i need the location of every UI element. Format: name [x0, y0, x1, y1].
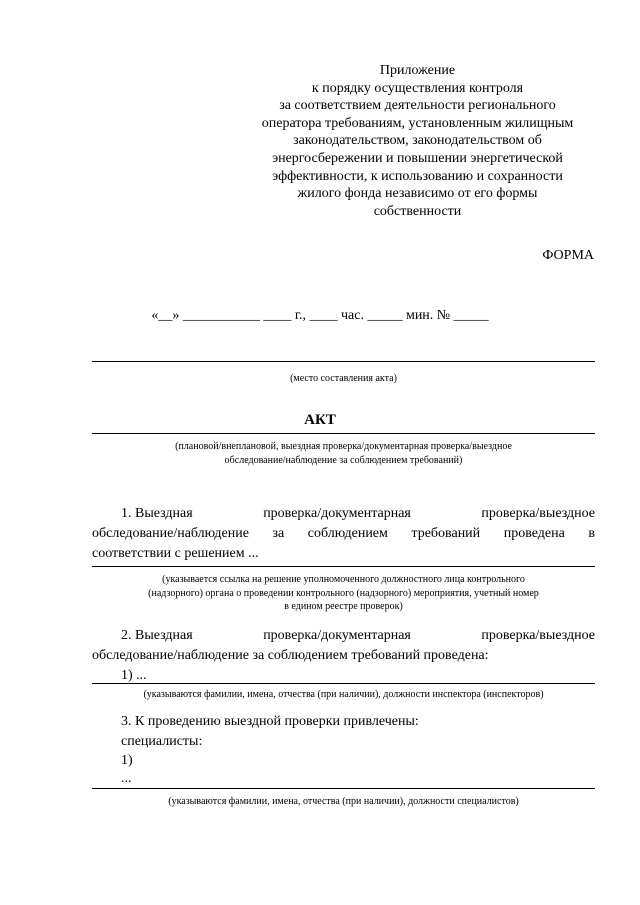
- word: проведена: [503, 526, 565, 541]
- word: в: [588, 526, 595, 541]
- word: проверка/выездное: [481, 506, 595, 521]
- word: за: [272, 526, 285, 541]
- appendix-header: [240, 62, 595, 220]
- appendix-line: энергосбережении и повышении энергетической: [272, 150, 563, 166]
- place-caption-text: (место составления акта): [290, 373, 397, 384]
- appendix-line: эффективности, к использованию и сохранности: [272, 168, 563, 184]
- section-2-caption: [92, 688, 595, 702]
- appendix-line: за соответствием деятельности регионального: [279, 98, 556, 114]
- word: 2. Выездная: [121, 628, 193, 643]
- section-1-line-3: соответствии с решением ...: [92, 546, 259, 561]
- word: проверка/выездное: [481, 628, 595, 643]
- act-caption: [92, 440, 595, 467]
- section-2-caption-text: (указываются фамилии, имена, отчества (при наличии), должности инспектора (инспекторов): [143, 689, 544, 700]
- section-3-line-4: ...: [121, 771, 132, 786]
- word: соблюдением: [307, 526, 388, 541]
- appendix-line: жилого фонда независимо от его формы: [297, 186, 538, 202]
- section-3-caption: [92, 795, 595, 809]
- act-title: АКТ: [304, 412, 336, 428]
- appendix-line: к порядку осуществления контроля: [311, 80, 524, 96]
- appendix-line: собственности: [373, 203, 462, 219]
- appendix-line: законодательством, законодательством об: [293, 133, 542, 149]
- section-2-line-3: 1) ...: [121, 668, 147, 683]
- appendix-line: Приложение: [379, 63, 456, 78]
- appendix-line: оператора требованиям, установленным жилищным: [261, 115, 574, 131]
- word: обследование/наблюдение: [92, 526, 249, 541]
- word: проверка/документарная: [263, 506, 411, 521]
- word: 1. Выездная: [121, 506, 193, 521]
- section-1-caption-line: в едином реестре проверок): [284, 601, 403, 613]
- section-3-line-1: 3. К проведению выездной проверки привлечены:: [121, 714, 419, 729]
- section-2-rule: [92, 683, 595, 684]
- section-1-caption-line: (указывается ссылка на решение уполномоченного должностного лица контрольного: [162, 574, 525, 585]
- section-1-line-2: [92, 524, 595, 544]
- act-caption-line: (плановой/внеплановой, выездная проверка/документарная проверка/выездное: [175, 441, 512, 452]
- section-3-line-2: специалисты:: [121, 734, 203, 749]
- section-1-caption: [92, 573, 595, 614]
- date-time-number-line: «__» ___________ ____ г., ____ час. _____ мин. № _____: [151, 308, 489, 323]
- section-3-caption-text: (указываются фамилии, имена, отчества (при наличии), должности специалистов): [168, 796, 519, 807]
- act-caption-line: обследование/наблюдение за соблюдением требований): [224, 454, 463, 466]
- section-3-rule: [92, 788, 595, 789]
- place-caption: [92, 372, 595, 386]
- section-1-caption-line: (надзорного) органа о проведении контрольного (надзорного) мероприятия, учетный номер: [148, 587, 539, 599]
- place-rule: [92, 361, 595, 362]
- word: проверка/документарная: [263, 628, 411, 643]
- section-1-line-1: [92, 504, 595, 524]
- form-label: ФОРМА: [542, 248, 594, 263]
- section-2: [92, 626, 595, 686]
- word: требований: [411, 526, 481, 541]
- section-3-line-3: 1): [121, 753, 133, 768]
- section-2-line-1: [92, 626, 595, 646]
- section-1: [92, 504, 595, 564]
- section-2-line-2: обследование/наблюдение за соблюдением требований проведена:: [92, 648, 489, 663]
- section-1-rule: [92, 566, 595, 567]
- act-rule: [92, 433, 595, 434]
- section-3: [92, 712, 595, 787]
